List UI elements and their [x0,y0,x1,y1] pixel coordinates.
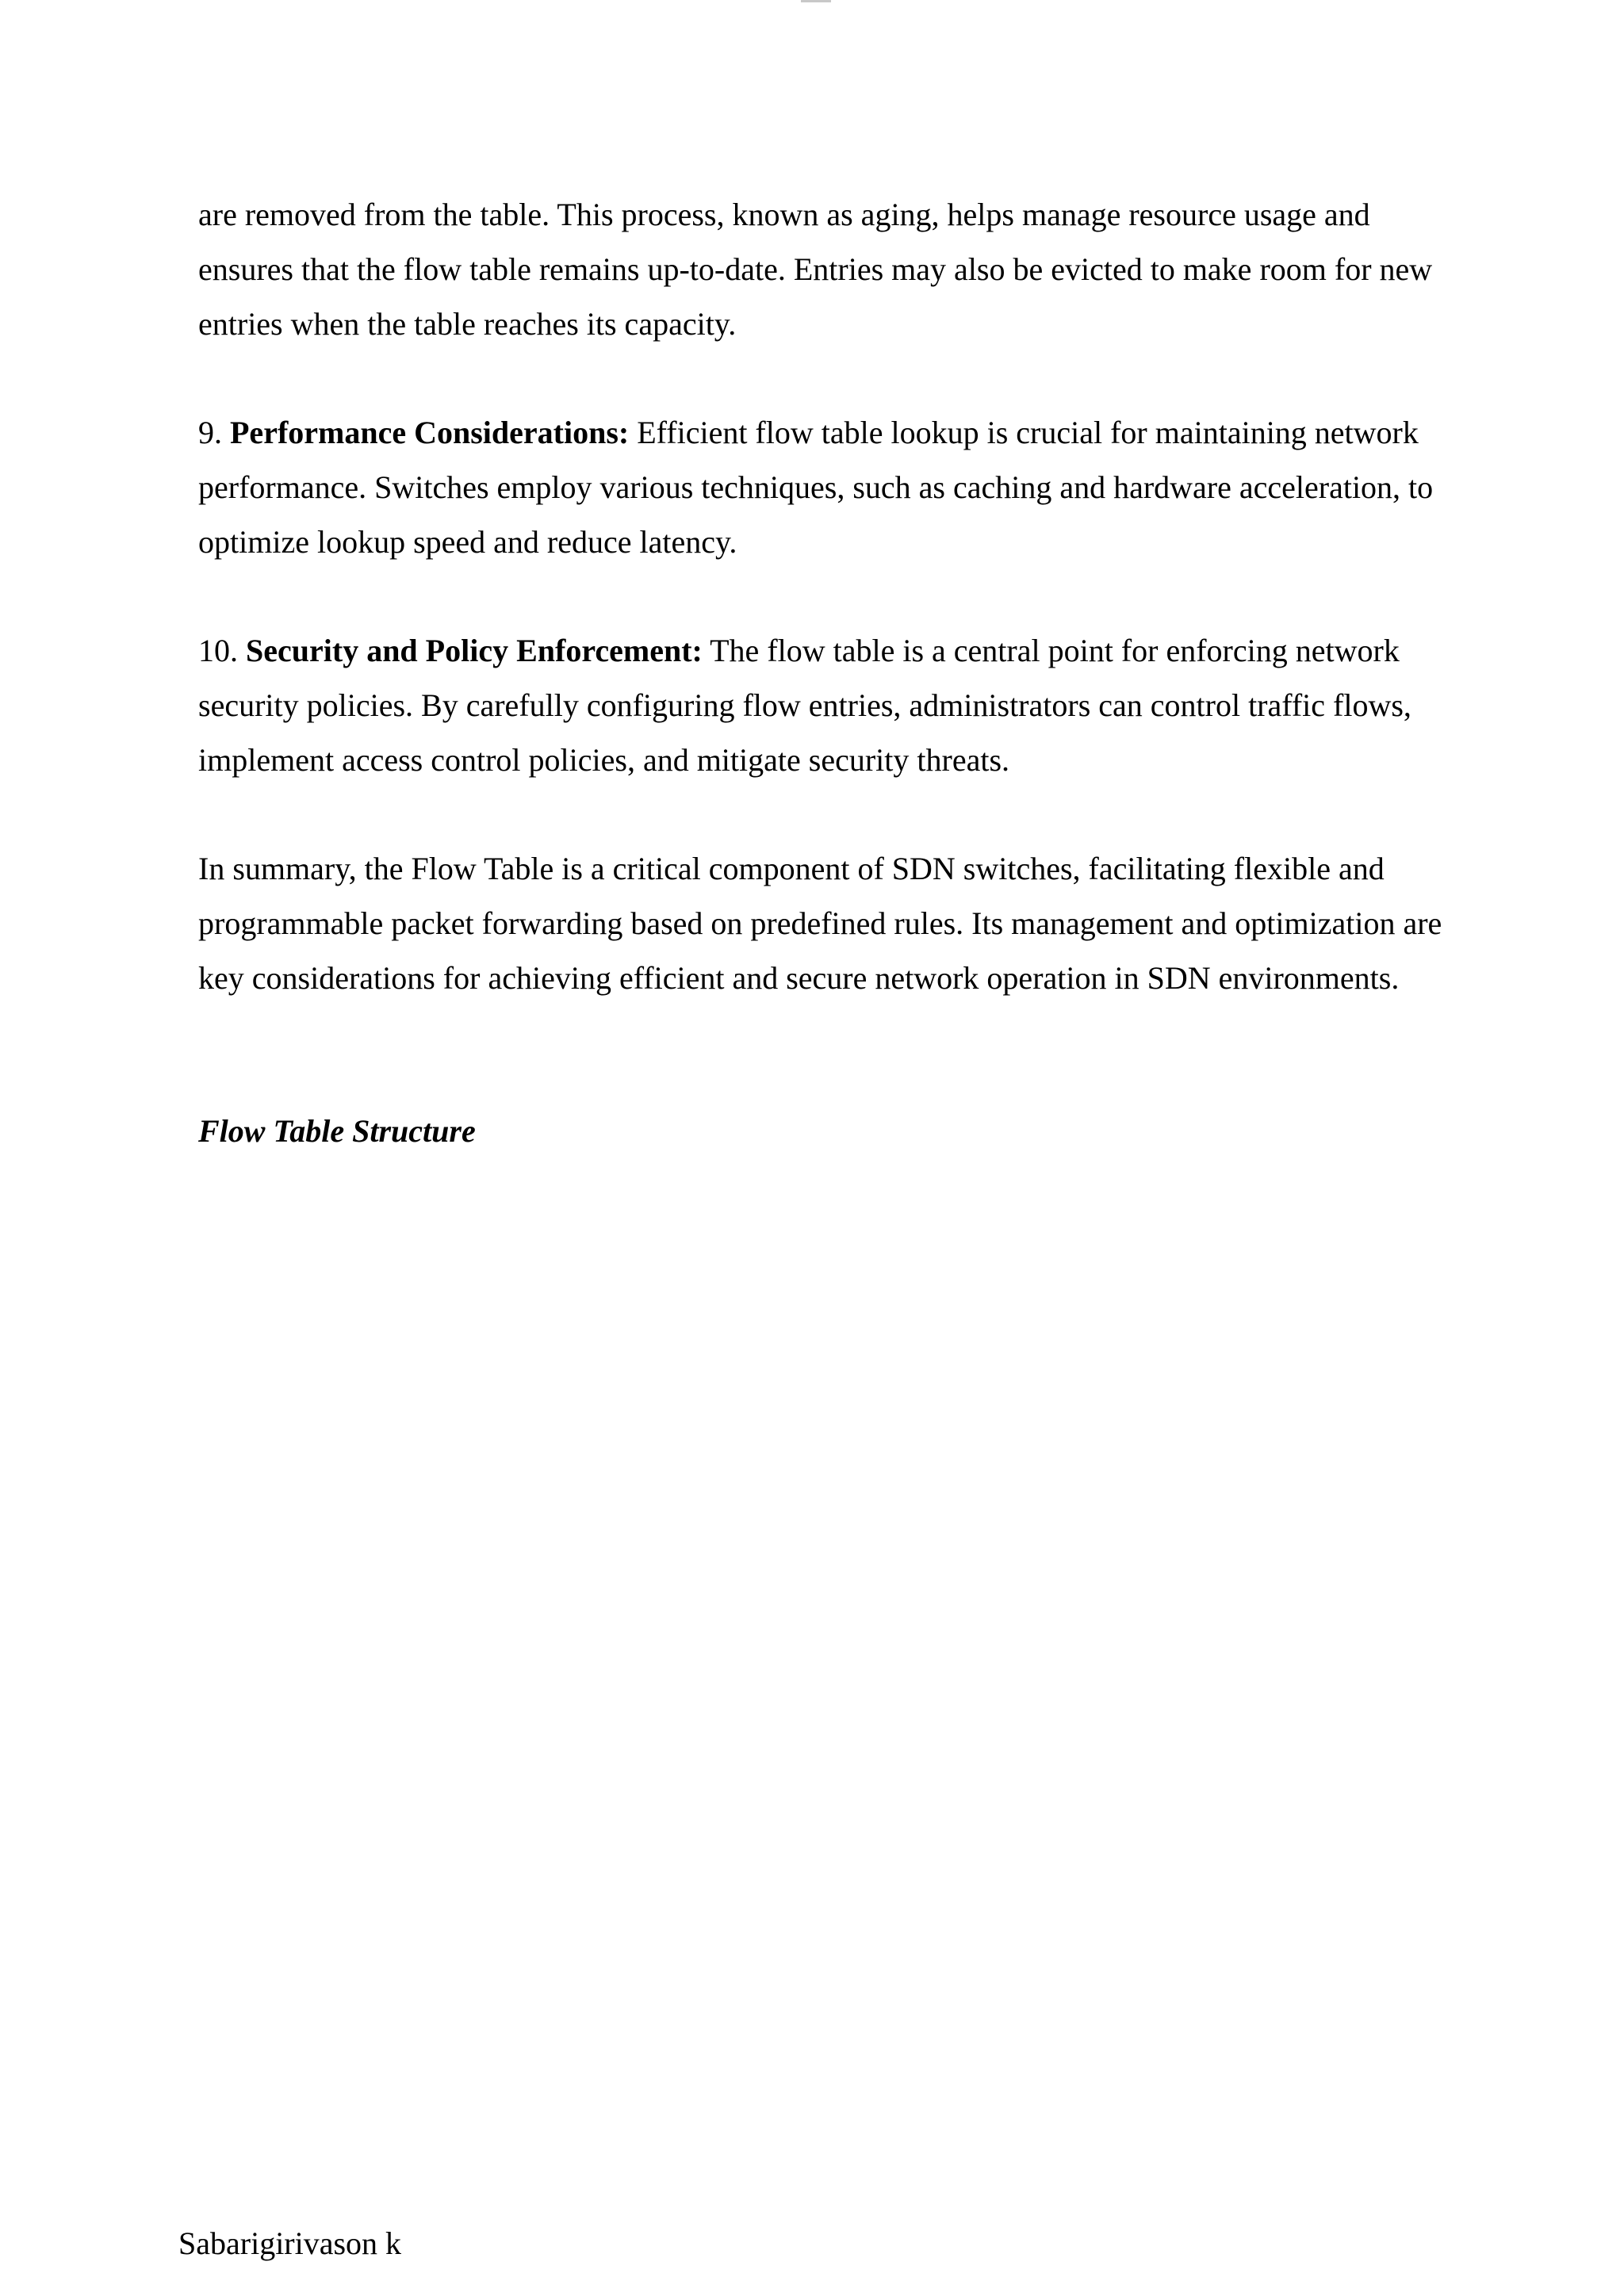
list-term: Performance Considerations: [230,415,630,450]
paragraph-line: In summary, the Flow Table is a critical component of SDN switches, facilitating flexible and [198,851,1385,886]
list-text: The flow table is a central point for enforcing network [710,633,1400,668]
footer-author: Sabarigirivason k [178,2225,402,2261]
paragraph-line: programmable packet forwarding based on predefined rules. Its management and optimization are [198,905,1442,941]
paragraph-line [198,623,1435,678]
section-heading: Flow Table Structure [198,1113,476,1149]
list-item-security [198,623,1435,787]
paragraph-line: ensures that the flow table remains up-to-date. Entries may also be evicted to make room for new [198,251,1433,287]
paragraph-line: key considerations for achieving efficient and secure network operation in SDN environments. [198,960,1400,996]
list-term: Security and Policy Enforcement: [246,633,703,668]
list-item-performance [198,405,1435,569]
paragraph-line: security policies. By carefully configuring flow entries, administrators can control traffic flows, [198,687,1411,723]
paragraph-line: implement access control policies, and mitigate security threats. [198,742,1010,778]
paragraph-line: entries when the table reaches its capacity. [198,306,737,342]
paragraph-aging [198,187,1435,351]
paragraph-line: performance. Switches employ various techniques, such as caching and hardware acceleration, to [198,469,1434,505]
paragraph-summary [198,841,1442,1005]
list-number: 9. [198,415,222,450]
paragraph-line [198,405,1435,460]
paragraph-line: are removed from the table. This process, known as aging, helps manage resource usage and [198,197,1370,232]
paragraph-line: optimize lookup speed and reduce latency. [198,524,737,560]
page-top-mark [801,0,831,2]
list-number: 10. [198,633,238,668]
list-text: Efficient flow table lookup is crucial for maintaining network [637,415,1419,450]
